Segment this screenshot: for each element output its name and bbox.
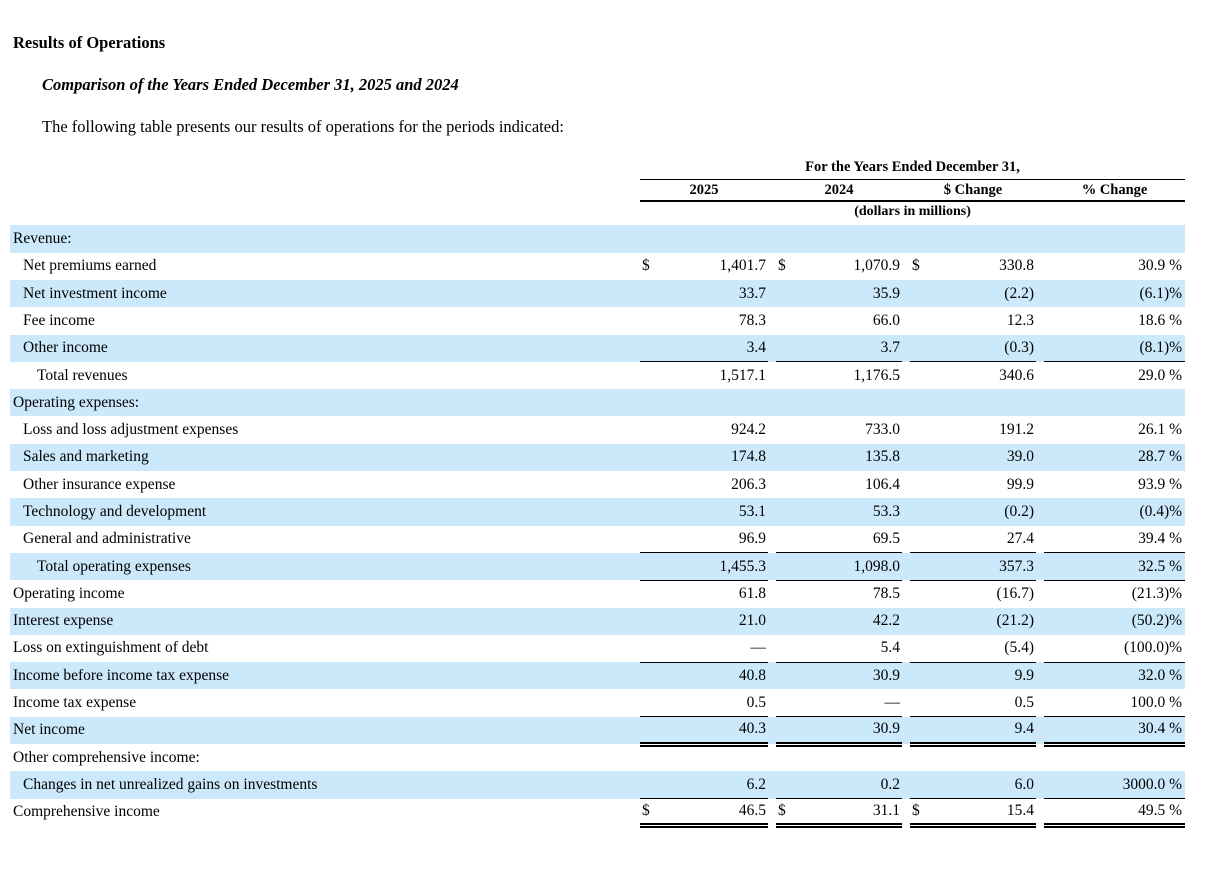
cell-value: 0.5 — [1014, 693, 1034, 711]
cell-value: 21.0 — [738, 612, 766, 630]
column-gap — [902, 471, 910, 498]
row-label: Loss and loss adjustment expenses — [23, 421, 239, 439]
column-gap — [902, 689, 910, 716]
value-cell — [910, 416, 1036, 443]
column-header-2025: 2025 — [640, 179, 768, 201]
value-cell — [640, 553, 768, 580]
value-cell — [640, 335, 768, 362]
column-gap — [768, 225, 776, 252]
value-cell — [776, 498, 902, 525]
value-cell — [776, 280, 902, 307]
cell-value: 27.4 — [1006, 530, 1034, 548]
percent-change-cell — [1044, 225, 1185, 252]
column-gap — [902, 307, 910, 334]
table-row — [10, 553, 1185, 580]
table-row — [10, 744, 1185, 771]
percent-change-cell: 29.0 % — [1138, 366, 1183, 384]
value-cell — [640, 280, 768, 307]
column-gap — [768, 689, 776, 716]
cell-value: 1,401.7 — [719, 257, 766, 275]
row-label: Technology and development — [10, 498, 640, 525]
cell-value: 12.3 — [1006, 311, 1034, 329]
percent-change-cell: 100.0 % — [1044, 689, 1185, 716]
value-cell — [910, 335, 1036, 362]
cell-value: 0.2 — [880, 775, 900, 793]
dollar-sign: $ — [642, 257, 650, 275]
value-cell — [910, 526, 1036, 553]
cell-value: 30.9 — [872, 667, 900, 685]
table-row — [10, 717, 1185, 744]
cell-value: 135.8 — [865, 448, 900, 466]
row-label: Income before income tax expense — [10, 662, 640, 689]
cell-value: 3.4 — [746, 338, 766, 356]
column-gap — [768, 580, 776, 607]
cell-value: 1,176.5 — [853, 366, 900, 384]
table-row — [10, 416, 1185, 443]
cell-value: 5.4 — [880, 639, 900, 657]
column-gap — [902, 526, 910, 553]
cell-value: (2.2) — [1004, 284, 1034, 302]
column-gap — [1036, 717, 1044, 744]
header-spacer — [10, 153, 640, 179]
cell-value: (5.4) — [1004, 639, 1034, 657]
cell-value: 6.2 — [746, 775, 766, 793]
value-cell — [776, 225, 902, 252]
percent-change-cell: (8.1)% — [1044, 335, 1185, 362]
percent-change-cell — [1044, 744, 1185, 771]
value-cell — [910, 444, 1036, 471]
cell-value: 1,070.9 — [853, 257, 900, 275]
value-cell — [640, 771, 768, 798]
cell-value: 40.3 — [738, 720, 766, 738]
value-cell — [776, 662, 902, 689]
cell-value: 1,098.0 — [853, 557, 900, 575]
value-cell — [640, 498, 768, 525]
table-row — [10, 253, 1185, 280]
value-cell — [640, 471, 768, 498]
column-gap — [1036, 225, 1044, 252]
table-body — [10, 225, 1185, 826]
percent-change-cell: 32.0 % — [1044, 662, 1185, 689]
column-gap — [768, 471, 776, 498]
cell-value: 30.9 — [872, 720, 900, 738]
value-cell — [910, 225, 1036, 252]
percent-change-cell: 3000.0 % — [1044, 771, 1185, 798]
table-row — [10, 526, 1185, 553]
column-gap — [902, 253, 910, 280]
table-row — [10, 335, 1185, 362]
table-row — [10, 362, 1185, 389]
cell-value: 61.8 — [738, 585, 766, 603]
percent-change-cell: (100.0)% — [1044, 635, 1185, 662]
cell-value: 46.5 — [738, 802, 766, 820]
cell-value: 78.3 — [738, 311, 766, 329]
cell-value: 40.8 — [738, 667, 766, 685]
units-row — [10, 201, 1185, 225]
cell-value: 31.1 — [872, 802, 900, 820]
value-cell — [640, 635, 768, 662]
column-gap — [902, 280, 910, 307]
column-gap — [768, 307, 776, 334]
cell-value: 106.4 — [865, 475, 900, 493]
cell-value: 206.3 — [731, 475, 766, 493]
cell-value: 42.2 — [872, 612, 900, 630]
value-cell — [776, 689, 902, 716]
cell-value: — — [884, 693, 900, 711]
value-cell — [640, 225, 768, 252]
column-header-dollar-change: $ Change — [910, 179, 1036, 201]
value-cell — [776, 335, 902, 362]
cell-value: — — [750, 639, 766, 657]
column-gap — [768, 179, 776, 201]
span-header-row — [10, 153, 1185, 179]
percent-change-cell: (0.4)% — [1044, 498, 1185, 525]
column-gap — [902, 580, 910, 607]
page-title: Results of Operations — [13, 33, 166, 52]
column-gap — [768, 389, 776, 416]
column-header-row — [10, 179, 1185, 201]
cell-value: 9.9 — [1014, 667, 1034, 685]
value-cell — [910, 553, 1036, 580]
value-cell — [910, 498, 1036, 525]
value-cell — [776, 526, 902, 553]
column-gap — [902, 444, 910, 471]
percent-change-cell: 30.4 % — [1044, 717, 1185, 744]
column-gap — [902, 553, 910, 580]
column-gap — [1036, 389, 1044, 416]
table-row — [10, 307, 1185, 334]
column-gap — [1036, 179, 1044, 201]
cell-value: 66.0 — [872, 311, 900, 329]
cell-value: 69.5 — [872, 530, 900, 548]
percent-change-cell — [1044, 389, 1185, 416]
cell-value: 3.7 — [880, 338, 900, 356]
value-cell — [640, 389, 768, 416]
value-cell — [776, 635, 902, 662]
column-gap — [902, 498, 910, 525]
span-header: For the Years Ended December 31, — [640, 153, 1185, 179]
column-gap — [902, 416, 910, 443]
column-gap — [902, 362, 910, 389]
column-gap — [1036, 580, 1044, 607]
dollar-sign: $ — [912, 257, 920, 275]
column-gap — [1036, 471, 1044, 498]
value-cell — [776, 608, 902, 635]
percent-change-cell: (6.1)% — [1044, 280, 1185, 307]
header-spacer — [10, 179, 640, 201]
table-row — [10, 608, 1185, 635]
column-gap — [1036, 498, 1044, 525]
percent-change-cell: 32.5 % — [1044, 553, 1185, 580]
cell-value: 99.9 — [1006, 475, 1034, 493]
value-cell — [910, 689, 1036, 716]
cell-value: 340.6 — [999, 366, 1034, 384]
intro-text: The following table presents our results of operations for the periods indicated: — [42, 116, 564, 136]
column-gap — [902, 662, 910, 689]
value-cell — [910, 799, 1036, 826]
column-gap — [768, 416, 776, 443]
row-label: Total operating expenses — [10, 553, 640, 580]
value-cell — [910, 744, 1036, 771]
column-gap — [1036, 608, 1044, 635]
row-label: Net income — [10, 717, 640, 744]
table-row — [10, 635, 1185, 662]
column-gap — [768, 553, 776, 580]
value-cell — [910, 307, 1036, 334]
column-gap — [768, 799, 776, 826]
table-row — [10, 389, 1185, 416]
table-row — [10, 280, 1185, 307]
column-gap — [1036, 526, 1044, 553]
column-gap — [1036, 662, 1044, 689]
value-cell — [776, 253, 902, 280]
column-gap — [768, 498, 776, 525]
column-gap — [768, 526, 776, 553]
value-cell — [776, 771, 902, 798]
row-label: Other insurance expense — [23, 475, 176, 493]
column-gap — [902, 335, 910, 362]
value-cell — [640, 744, 768, 771]
dollar-sign: $ — [642, 802, 650, 820]
value-cell — [776, 744, 902, 771]
column-gap — [768, 253, 776, 280]
value-cell — [776, 389, 902, 416]
column-gap — [768, 771, 776, 798]
value-cell — [776, 553, 902, 580]
cell-value: 191.2 — [999, 421, 1034, 439]
value-cell — [910, 471, 1036, 498]
table-row — [10, 471, 1185, 498]
column-gap — [768, 335, 776, 362]
value-cell — [910, 280, 1036, 307]
column-gap — [1036, 771, 1044, 798]
value-cell — [640, 253, 768, 280]
percent-change-cell: (21.3)% — [1131, 585, 1183, 603]
value-cell — [640, 362, 768, 389]
cell-value: 1,455.3 — [719, 557, 766, 575]
column-gap — [1036, 253, 1044, 280]
cell-value: 357.3 — [999, 557, 1034, 575]
value-cell — [776, 362, 902, 389]
row-label: Operating income — [13, 584, 125, 602]
value-cell — [640, 799, 768, 826]
column-gap — [768, 608, 776, 635]
value-cell — [776, 471, 902, 498]
column-gap — [1036, 280, 1044, 307]
row-label: Revenue: — [10, 225, 640, 252]
table-row — [10, 662, 1185, 689]
row-label: Net premiums earned — [23, 257, 157, 275]
dollar-sign: $ — [912, 802, 920, 820]
cell-value: (0.3) — [1004, 338, 1034, 356]
column-gap — [1036, 416, 1044, 443]
table-row — [10, 498, 1185, 525]
value-cell — [910, 717, 1036, 744]
value-cell — [910, 389, 1036, 416]
column-gap — [902, 225, 910, 252]
percent-change-cell: 39.4 % — [1044, 526, 1185, 553]
cell-value: 15.4 — [1006, 802, 1034, 820]
cell-value: 39.0 — [1006, 448, 1034, 466]
value-cell — [910, 608, 1036, 635]
column-header-2024: 2024 — [776, 179, 902, 201]
value-cell — [640, 689, 768, 716]
cell-value: (16.7) — [996, 585, 1034, 603]
value-cell — [640, 526, 768, 553]
column-gap — [1036, 335, 1044, 362]
cell-value: (21.2) — [996, 612, 1034, 630]
column-gap — [902, 389, 910, 416]
results-of-operations-table — [10, 153, 1185, 828]
value-cell — [640, 444, 768, 471]
cell-value: 1,517.1 — [719, 366, 766, 384]
header-spacer — [10, 201, 640, 225]
document-page — [0, 33, 1209, 887]
column-gap — [902, 179, 910, 201]
dollar-sign: $ — [778, 257, 786, 275]
cell-value: 733.0 — [865, 421, 900, 439]
table-row — [10, 771, 1185, 798]
column-gap — [1036, 362, 1044, 389]
column-gap — [768, 635, 776, 662]
column-gap — [902, 717, 910, 744]
section-subtitle: Comparison of the Years Ended December 31, 2025 and 2024 — [42, 74, 459, 94]
value-cell — [910, 580, 1036, 607]
table-row — [10, 444, 1185, 471]
value-cell — [776, 799, 902, 826]
dollar-sign: $ — [778, 802, 786, 820]
column-gap — [768, 444, 776, 471]
table-row — [10, 225, 1185, 252]
column-gap — [1036, 553, 1044, 580]
column-header-percent-change: % Change — [1044, 179, 1185, 201]
percent-change-cell: (50.2)% — [1044, 608, 1185, 635]
value-cell — [776, 444, 902, 471]
cell-value: 0.5 — [746, 693, 766, 711]
cell-value: 6.0 — [1014, 775, 1034, 793]
row-label: General and administrative — [23, 530, 191, 548]
row-label: Income tax expense — [13, 694, 137, 712]
cell-value: 35.9 — [872, 284, 900, 302]
column-gap — [768, 280, 776, 307]
column-gap — [768, 662, 776, 689]
column-gap — [902, 635, 910, 662]
column-gap — [902, 744, 910, 771]
column-gap — [902, 799, 910, 826]
cell-value: 33.7 — [738, 284, 766, 302]
row-label: Loss on extinguishment of debt — [13, 639, 209, 657]
cell-value: (0.2) — [1004, 503, 1034, 520]
row-label: Other income — [10, 335, 640, 362]
column-gap — [1036, 689, 1044, 716]
row-label: Interest expense — [10, 608, 640, 635]
cell-value: 53.1 — [738, 503, 766, 520]
row-label: Other comprehensive income: — [13, 748, 200, 766]
table-row — [10, 799, 1185, 826]
column-gap — [768, 717, 776, 744]
row-label: Net investment income — [10, 280, 640, 307]
value-cell — [776, 717, 902, 744]
percent-change-cell: 18.6 % — [1138, 311, 1183, 329]
row-label: Sales and marketing — [10, 444, 640, 471]
column-gap — [1036, 635, 1044, 662]
column-gap — [1036, 444, 1044, 471]
value-cell — [910, 635, 1036, 662]
column-gap — [1036, 799, 1044, 826]
table-row — [10, 580, 1185, 607]
value-cell — [640, 717, 768, 744]
value-cell — [910, 362, 1036, 389]
cell-value: 330.8 — [999, 257, 1034, 275]
value-cell — [640, 608, 768, 635]
value-cell — [776, 307, 902, 334]
cell-value: 53.3 — [872, 503, 900, 520]
value-cell — [776, 580, 902, 607]
value-cell — [640, 662, 768, 689]
value-cell — [910, 662, 1036, 689]
cell-value: 96.9 — [738, 530, 766, 548]
row-label: Comprehensive income — [13, 803, 160, 821]
column-gap — [902, 771, 910, 798]
table-row — [10, 689, 1185, 716]
value-cell — [776, 416, 902, 443]
percent-change-cell: 26.1 % — [1138, 421, 1183, 439]
column-gap — [1036, 744, 1044, 771]
cell-value: 78.5 — [872, 585, 900, 603]
row-label: Total revenues — [37, 366, 128, 384]
cell-value: 174.8 — [731, 448, 766, 466]
cell-value: 9.4 — [1014, 720, 1034, 738]
column-gap — [768, 744, 776, 771]
column-gap — [902, 608, 910, 635]
row-label: Fee income — [23, 311, 95, 329]
row-label: Operating expenses: — [10, 389, 640, 416]
value-cell — [640, 307, 768, 334]
value-cell — [910, 771, 1036, 798]
percent-change-cell: 93.9 % — [1138, 475, 1183, 493]
units-note: (dollars in millions) — [854, 203, 971, 219]
value-cell — [910, 253, 1036, 280]
cell-value: 924.2 — [731, 421, 766, 439]
row-label: Changes in net unrealized gains on investments — [10, 771, 640, 798]
percent-change-cell: 49.5 % — [1044, 799, 1185, 826]
percent-change-cell: 30.9 % — [1138, 257, 1183, 275]
value-cell — [640, 416, 768, 443]
column-gap — [1036, 307, 1044, 334]
column-gap — [768, 362, 776, 389]
percent-change-cell: 28.7 % — [1044, 444, 1185, 471]
value-cell — [640, 580, 768, 607]
